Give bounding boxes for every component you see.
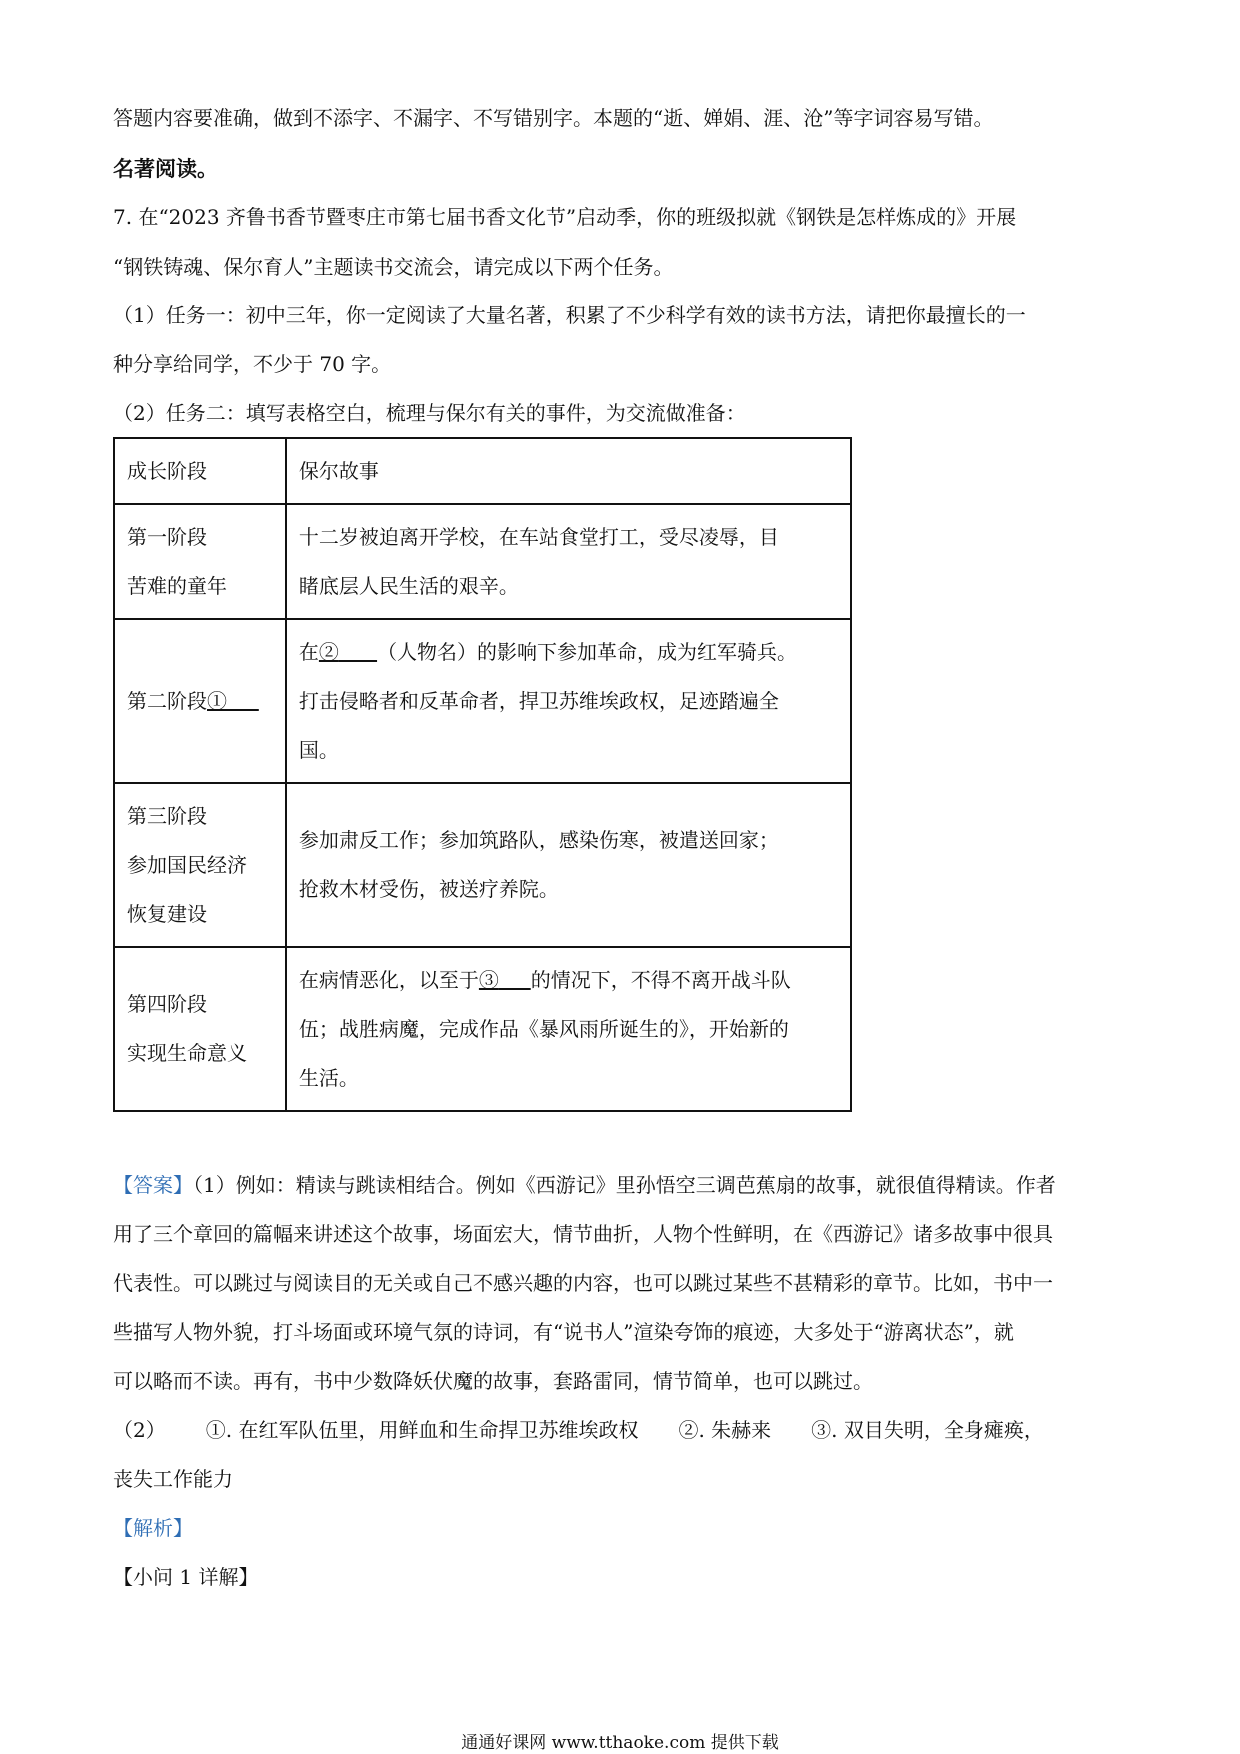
- cell-line: 打击侵略者和反革命者，捍卫苏维埃政权，足迹踏遍全: [298, 688, 779, 713]
- answer-text: （1）例如：精读与跳读相结合。例如《西游记》里孙悟空三调芭蕉扇的故事，就很值得精读。作者: [193, 1173, 1056, 1197]
- cell-line: [127, 677, 273, 726]
- text-line-1: 答题内容要准确，做到不添字、不漏字、不写错别字。本题的“逝、婵娟、涯、沧”等字词容易写错。: [113, 106, 994, 130]
- answer-line-4: 些描写人物外貌，打斗场面或环境气氛的诗词，有“说书人”渲染夸饰的痕迹，大多处于“游离状态”，就: [113, 1320, 1014, 1344]
- answer-line-1: [113, 1171, 1056, 1199]
- table-row: [114, 619, 851, 783]
- answer-line-2: 用了三个章回的篇幅来讲述这个故事，场面宏大，情节曲折，人物个性鲜明，在《西游记》诸多故事中很具: [113, 1222, 1053, 1246]
- cell-line: [299, 628, 838, 677]
- blank-marker: ③: [478, 967, 499, 992]
- question-7-line-1: 7. 在“2023 齐鲁书香节暨枣庄市第七届书香文化节”启动季，你的班级拟就《钢铁是怎样炼成的》开展: [113, 205, 1017, 229]
- part-2-label: （2）: [113, 1418, 166, 1442]
- story-cell: [286, 947, 851, 1111]
- cell-line: 第一阶段: [127, 524, 207, 549]
- story-cell: [286, 783, 851, 947]
- cell-line: 国。: [298, 737, 339, 762]
- header-story: 保尔故事: [286, 438, 851, 504]
- answer-line-3: 代表性。可以跳过与阅读目的无关或自己不感兴趣的内容，也可以跳过某些不甚精彩的章节。比如，书中一: [113, 1271, 1053, 1295]
- blank-marker: ①: [207, 688, 227, 713]
- cell-line: 苦难的童年: [127, 573, 227, 598]
- paul-story-table: [113, 437, 852, 1112]
- blank-3: [479, 968, 531, 992]
- cell-line: 恢复建设: [127, 901, 207, 926]
- stage-cell: [114, 947, 286, 1111]
- answer-part-2-cont: 丧失工作能力: [113, 1467, 233, 1491]
- blank-1: [207, 689, 259, 713]
- story-text: 的情况下，不得不离开战斗队: [530, 967, 791, 992]
- table-row: [114, 504, 851, 619]
- answer-blank-2: ②. 朱赫来: [678, 1418, 772, 1442]
- cell-line: 参加国民经济: [127, 852, 247, 877]
- answer-line-5: 可以略而不读。再有，书中少数降妖伏魔的故事，套路雷同，情节简单，也可以跳过。: [113, 1369, 873, 1393]
- cell-line: 实现生命意义: [127, 1041, 247, 1065]
- cell-line: 伍；战胜病魔，完成作品《暴风雨所诞生的》，开始新的: [298, 1016, 789, 1041]
- story-text: 在病情恶化，以至于: [298, 967, 479, 992]
- cell-line: 睹底层人民生活的艰辛。: [298, 573, 519, 598]
- cell-line: 参加肃反工作；参加筑路队，感染伤寒，被遣送回家；: [298, 828, 779, 852]
- stage-cell: [114, 504, 286, 619]
- question-7-line-2: “钢铁铸魂、保尔育人”主题读书交流会，请完成以下两个任务。: [113, 255, 674, 279]
- story-cell: [286, 619, 851, 783]
- cell-line: 第三阶段: [127, 803, 207, 828]
- cell-line: 第四阶段: [127, 992, 207, 1016]
- cell-line: 生活。: [298, 1065, 359, 1090]
- stage-cell: [114, 619, 286, 783]
- answer-blank-3: ③. 双目失明，全身瘫痪，: [811, 1418, 1044, 1442]
- story-text: （人物名）的影响下参加革命，成为红军骑兵。: [377, 639, 798, 664]
- answer-part-2: [113, 1416, 1044, 1444]
- stage-prefix: 第二阶段: [127, 688, 207, 713]
- task-1-line-2: 种分享给同学，不少于 70 字。: [113, 352, 392, 376]
- task-1-line-1: （1）任务一：初中三年，你一定阅读了大量名著，积累了不少科学有效的读书方法，请把你最擅长的一: [113, 303, 1026, 327]
- table-row: [114, 783, 851, 947]
- table-header-row: [114, 438, 851, 504]
- stage-cell: [114, 783, 286, 947]
- cell-line: 抢救木材受伤，被送疗养院。: [298, 877, 559, 901]
- blank-marker: ②: [318, 639, 339, 664]
- story-cell: [286, 504, 851, 619]
- story-text: 在: [298, 639, 319, 664]
- task-2-line: （2）任务二：填写表格空白，梳理与保尔有关的事件，为交流做准备：: [113, 401, 746, 425]
- table-row: [114, 947, 851, 1111]
- cell-line: [299, 956, 838, 1005]
- analysis-label: 【解析】: [113, 1516, 193, 1540]
- page-footer: 通通好课网 www.tthaoke.com 提供下载: [461, 1733, 779, 1753]
- answer-label: 【答案】: [113, 1173, 193, 1197]
- section-heading: 名著阅读。: [113, 156, 218, 181]
- blank-2: [319, 640, 377, 664]
- header-stage: 成长阶段: [114, 438, 286, 504]
- cell-line: 十二岁被迫离开学校，在车站食堂打工，受尽凌辱，目: [298, 524, 779, 549]
- answer-blank-1: ①. 在红军队伍里，用鲜血和生命捍卫苏维埃政权: [205, 1418, 639, 1442]
- analysis-sub-label: 【小问 1 详解】: [113, 1565, 259, 1589]
